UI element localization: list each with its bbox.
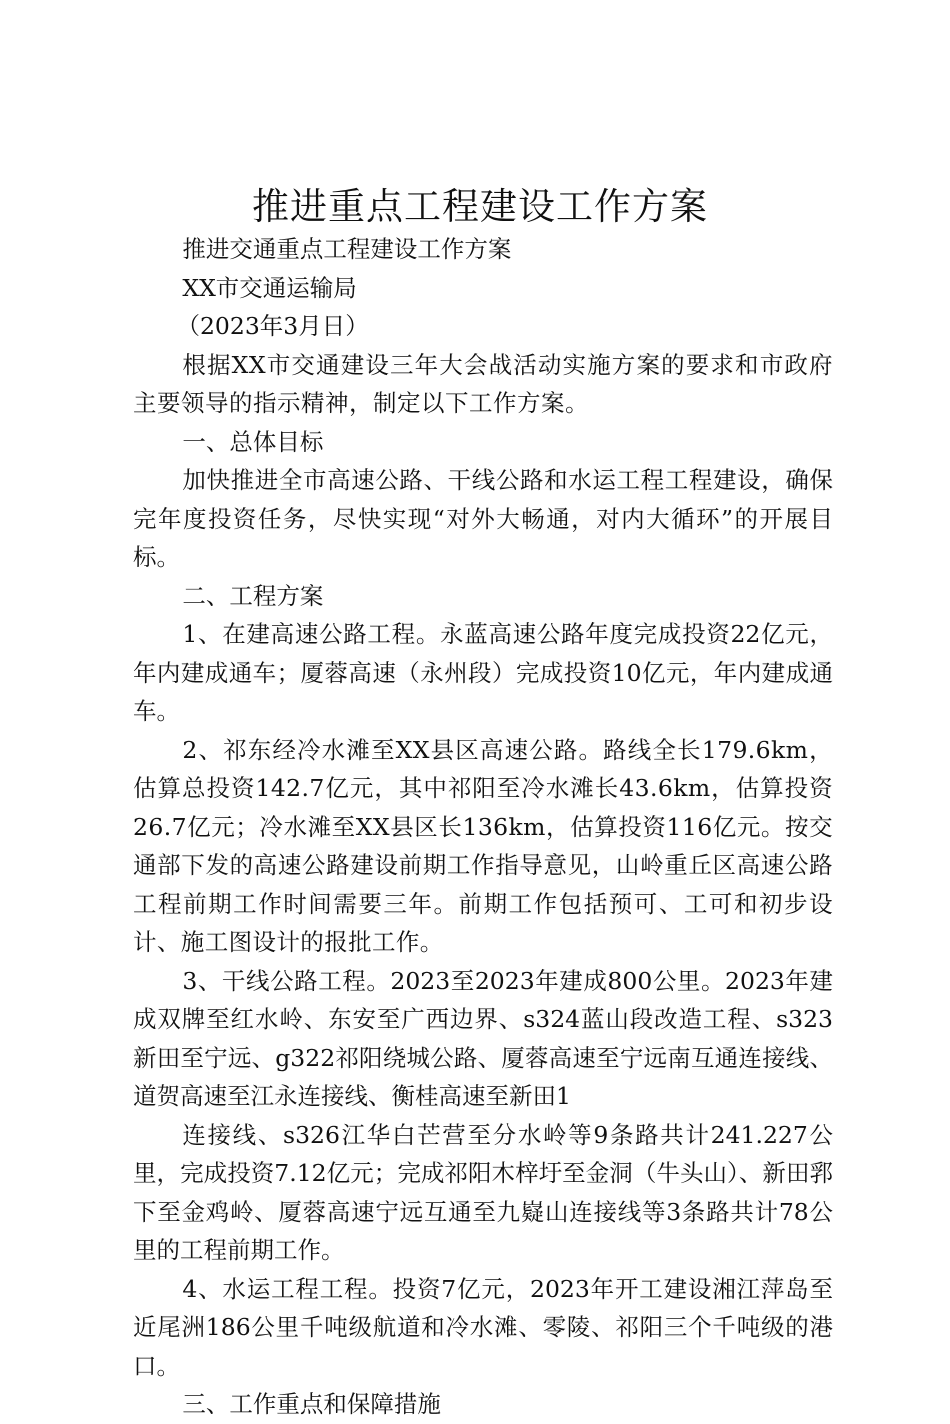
intro-paragraph: 根据XX市交通建设三年大会战活动实施方案的要求和市政府主要领导的指示精神，制定以下工作方案。 [133, 350, 833, 417]
document-body [133, 230, 833, 1424]
section-heading-3: 三、工作重点和保障措施 [182, 1390, 441, 1418]
goal-paragraph: 加快推进全市高速公路、干线公路和水运工程工程建设，确保完年度投资任务，尽快实现“对外大畅通，对内大循环”的开展目标。 [133, 466, 833, 571]
document-title: 推进重点工程建设工作方案 [252, 185, 708, 228]
section-heading-1: 一、总体目标 [182, 427, 324, 456]
section-heading-2: 二、工程方案 [182, 581, 324, 610]
date-paragraph: （2023年3月日） [176, 312, 369, 340]
item-1-paragraph: 1、在建高速公路工程。永蓝高速公路年度完成投资22亿元，年内建成通车；厦蓉高速（永州段）完成投资10亿元，年内建成通车。 [133, 620, 833, 725]
issuer-paragraph: XX市交通运输局 [182, 273, 357, 302]
item-4-paragraph: 4、水运工程工程。投资7亿元，2023年开工建设湘江萍岛至近尾洲186公里千吨级航道和冷水滩、零陵、祁阳三个千吨级的港口。 [133, 1274, 833, 1380]
item-2-paragraph: 2、祁东经冷水滩至XX县区高速公路。路线全长179.6km，估算总投资142.7亿元，其中祁阳至冷水滩长43.6km，估算投资26.7亿元；冷水滩至XX县区长136km，估算投资116亿元。按交通部下发的高速公路建设前期工作指导意见，山岭重丘区高速公路工程前期工作时间需要三年。前期工作包括预可、工可和初步设计、施工图设计的报批工作。 [133, 735, 833, 956]
item-3-continued-paragraph: 连接线、s326江华白芒营至分水岭等9条路共计241.227公里，完成投资7.12亿元；完成祁阳木梓圩至金洞（牛头山）、新田郛下至金鸡岭、厦蓉高速宁远互通至九嶷山连接线等3条路共计78公里的工程前期工作。 [133, 1120, 833, 1264]
subtitle-paragraph: 推进交通重点工程建设工作方案 [182, 235, 512, 263]
item-3-paragraph: 3、干线公路工程。2023至2023年建成800公里。2023年建成双牌至红水岭、东安至广西边界、s324蓝山段改造工程、s323新田至宁远、g322祁阳绕城公路、厦蓉高速至宁远南互通连接线、道贺高速至江永连接线、衡桂高速至新田1 [133, 966, 833, 1110]
